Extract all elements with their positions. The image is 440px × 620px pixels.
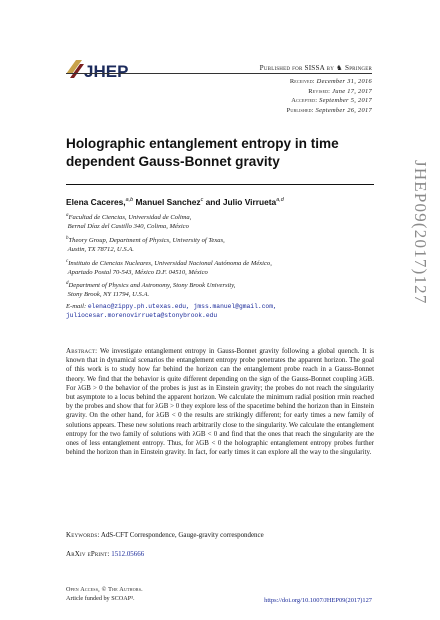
affiliations: [66, 212, 366, 321]
paper-title: Holographic entanglement entropy in time dependent Gauss-Bonnet gravity: [66, 136, 339, 169]
title-rule: [66, 184, 374, 185]
abstract-text: We investigate entanglement entropy in Gauss-Bonnet gravity following a global quench. It is known that in dynamical scenarios the entanglement entropy probe penetrates the apparent horizon. The goal of this work is to study how far behind the horizon can the entanglement probe reach in a Gauss-Bonnet theory. We find that the behavior is quite different depending on the sign of the Gauss-Bonnet coupling λGB. For λGB > 0 the behavior of the probes is just as in Einstein gravity; the probes do not reach the singularity but asymptote to a locus behind the apparent horizon. We calculate the minimum radial position rmin reached by the probes and show that for λGB > 0 they explore less of the spacetime behind the horizon than in Einstein gravity. On the other hand, for λGB < 0 the results are strikingly different; for early times a new family of solutions appears. These new solutions reach arbitrarily close to the singularity. We calculate the entanglement entropy for the two family of solutions with λGB < 0 and find that the ones that reach the singularity are the ones of less entanglement entropy. Thus, for λGB < 0 the holographic entanglement entropy probes further behind the horizon than in Einstein gravity. In fact, for early times it can explore all the way to the singularity.: [66, 347, 375, 457]
publisher-line: [260, 63, 372, 72]
logo-text: JHEP: [84, 62, 129, 81]
funding-text: Article funded by SCOAP³.: [66, 594, 135, 602]
side-identifier: [394, 160, 430, 420]
date-accepted: Accepted: September 5, 2017: [291, 97, 372, 105]
email-label: E-mail:: [66, 303, 87, 311]
author-sanchez: Manuel Sanchez: [135, 197, 201, 207]
email-link-1[interactable]: elenac@zippy.ph.utexas.edu, jmss.manuel@gmail.com,: [87, 303, 277, 311]
header-rule: [66, 73, 372, 74]
arxiv-label: ArXiv ePrint:: [66, 550, 110, 558]
abstract: [66, 347, 374, 457]
email-block: [66, 303, 366, 321]
keywords-text: AdS-CFT Correspondence, Gauge-gravity correspondence: [100, 531, 264, 539]
affiliation-d: $^d$Department of Physics and Astronomy, Stony Brook University, Stony Brook, NY 11794, U.S.A.: [66, 281, 236, 299]
author-list: Elena Caceres,$^{a,b}$ Manuel Sanchez$^c$ and Julio Virrueta$^{a,d}$: [66, 197, 284, 207]
date-received: Received: December 31, 2016: [289, 78, 372, 85]
side-id-text: JHEP09(2017)127: [411, 160, 430, 305]
abstract-label: Abstract:: [66, 347, 98, 355]
open-access-text: Open Access, © The Authors.: [66, 586, 143, 593]
keywords-label: Keywords:: [66, 531, 100, 539]
author-caceres: Elena Caceres,: [66, 197, 126, 207]
affiliation-a: $^a$Facultad de Ciencias, Universidad de Colima, Bernal Díaz del Castillo 340, Colima, México: [66, 213, 192, 230]
date-published: Published: September 26, 2017: [286, 106, 372, 114]
author-virrueta: and Julio Virrueta: [205, 197, 277, 207]
publication-dates: [287, 77, 372, 115]
published-for-label: Published for SISSA by: [259, 64, 335, 72]
affiliation-c: $^c$Instituto de Ciencias Nucleares, Universidad Nacional Autónoma de México, Apartado Postal 70-543, México D.F. 04510, México: [66, 258, 272, 276]
footer-license: [66, 586, 143, 603]
keywords: [66, 531, 374, 539]
arxiv-eprint: [66, 550, 374, 558]
date-revised: Revised: June 17, 2017: [308, 87, 372, 95]
email-link-2[interactable]: juliocesar.morenovirrueta@stonybrook.edu: [66, 311, 218, 319]
springer-icon: ♞: [336, 64, 343, 72]
doi-link[interactable]: https://doi.org/10.1007/JHEP09(2017)127: [264, 597, 372, 604]
jhep-logo: [66, 58, 132, 82]
publisher-name: Springer: [345, 64, 372, 72]
affiliation-b: $^b$Theory Group, Department of Physics, University of Texas, Austin, TX 78712, U.S.A.: [66, 235, 225, 253]
arxiv-link[interactable]: 1512.05666: [111, 550, 145, 558]
